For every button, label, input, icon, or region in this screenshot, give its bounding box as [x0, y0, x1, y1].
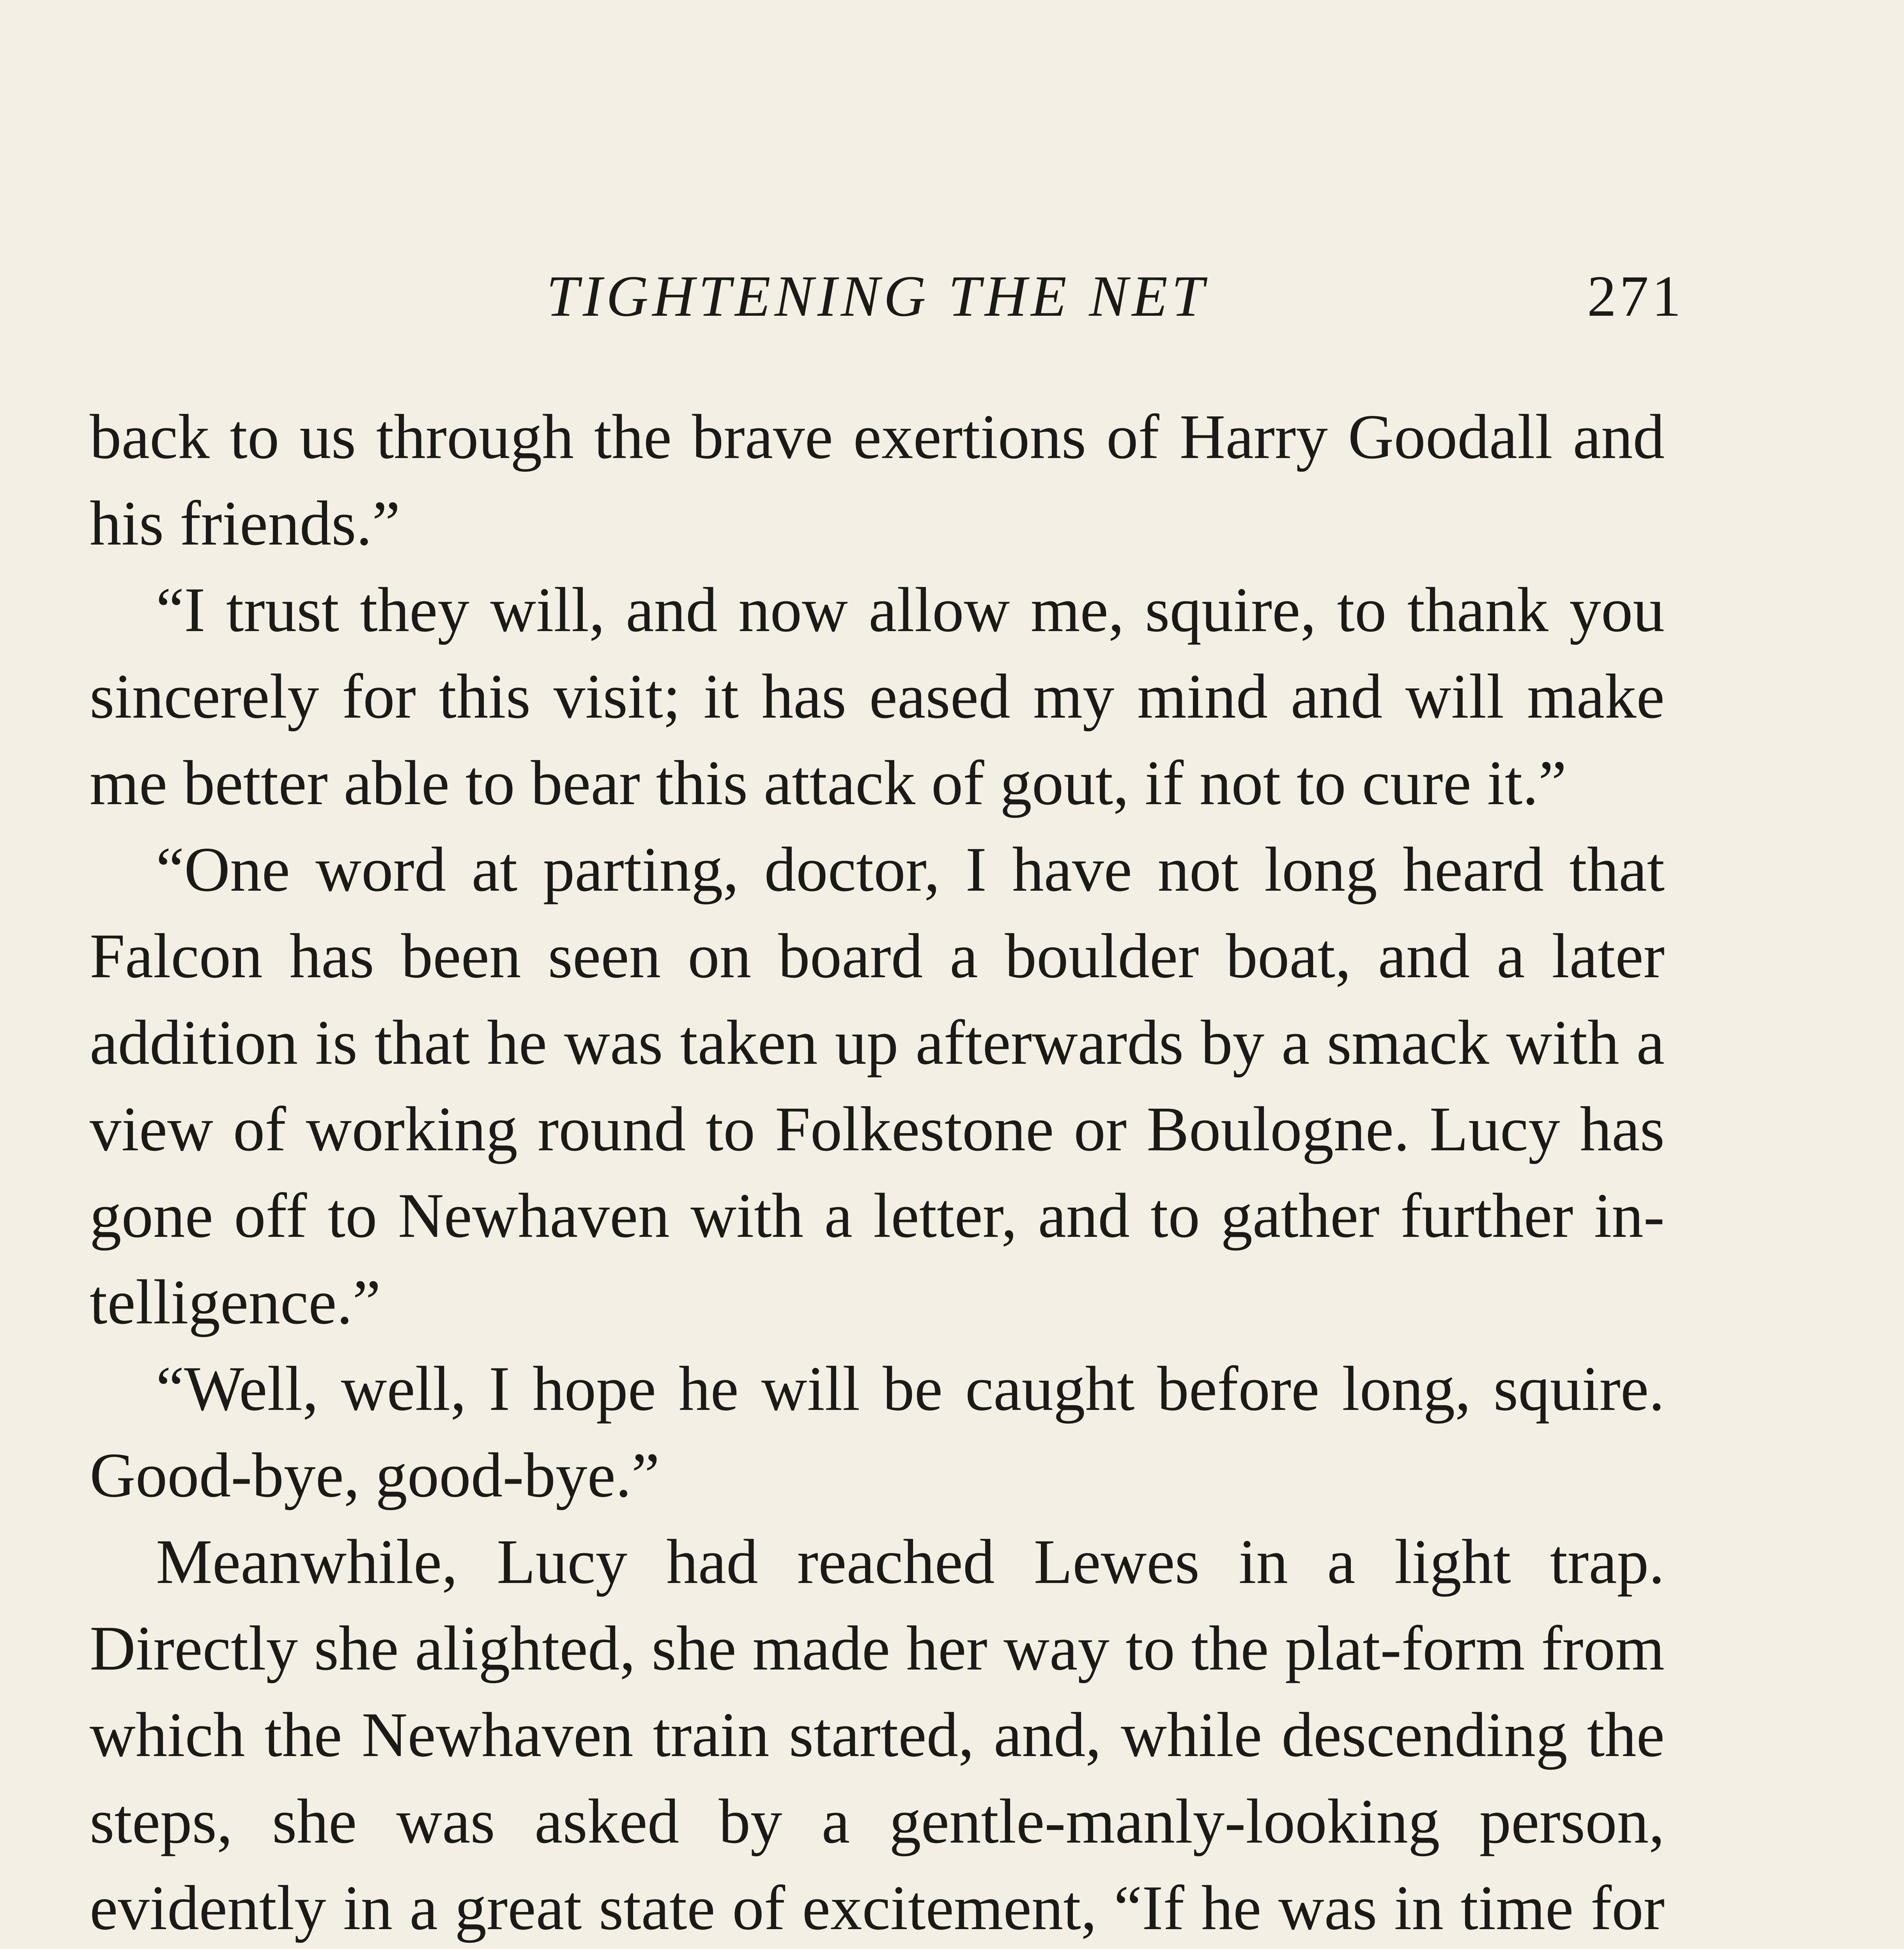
page-header — [90, 249, 1684, 343]
running-title: TIGHTENING THE NET — [546, 264, 1208, 329]
paragraph-5: Meanwhile, Lucy had reached Lewes in a light trap. Directly she alighted, she made her way to the plat-form from which the Newhaven train started, and, while descending the steps, she was asked by a gentle-manly-looking person, evidently in a great state of excitement, “If he was in time for — [90, 1527, 1665, 1943]
page-number: 271 — [1587, 264, 1684, 329]
paragraph-4: “Well, well, I hope he will be caught before long, squire. Good-bye, good-bye.” — [90, 1354, 1665, 1510]
paragraph-3: “One word at parting, doctor, I have not long heard that Falcon has been seen on board a boulder boat, and a later addition is that he was taken up afterwards by a smack with a view of working round to Folkestone or Boulogne. Lucy has gone off to Newhaven with a letter, and to gather further in-telligence.” — [90, 835, 1665, 1337]
body-text — [90, 394, 1665, 1949]
paragraph-2: “I trust they will, and now allow me, squire, to thank you sincerely for this visit; it has eased my mind and will make me better able to bear this attack of gout, if not to cure it.” — [90, 575, 1665, 818]
paragraph-1: back to us through the brave exertions of Harry Goodall and his friends.” — [90, 402, 1665, 559]
